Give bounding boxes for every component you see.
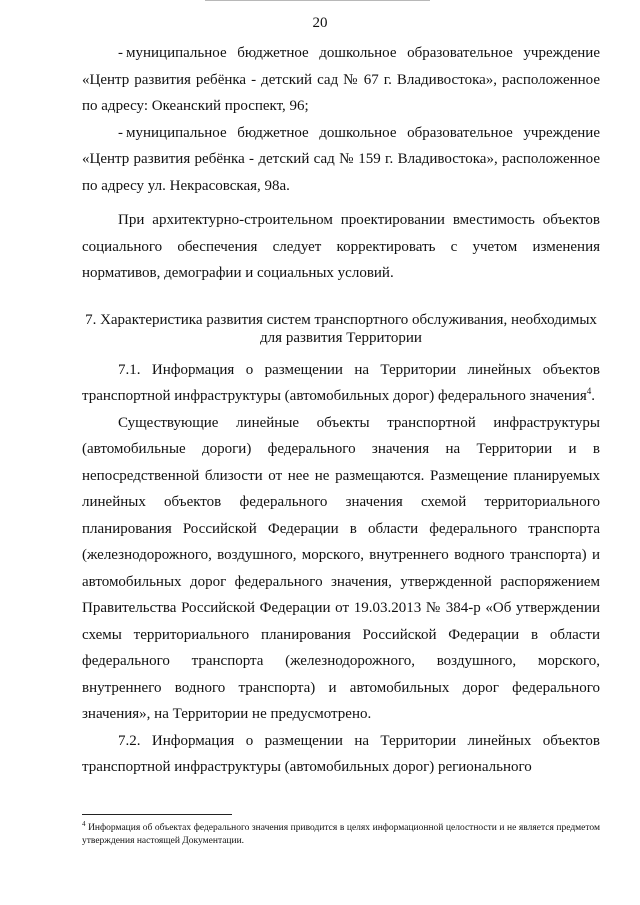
- paragraph-7-1-end: .: [591, 388, 596, 404]
- paragraph-7-2: 7.2. Информация о размещении на Территории линейных объектов транспортной инфраструктуры (автомобильных дорог) регионального: [82, 732, 600, 775]
- footnote-marker: 4: [82, 819, 86, 828]
- document-body: [82, 40, 600, 781]
- page-number: 20: [312, 15, 328, 31]
- section-heading-line: 7. Характеристика развития систем транспортного обслуживания, необходимых: [85, 311, 597, 328]
- spacer: [82, 199, 600, 207]
- paragraph-capacity: При архитектурно-строительном проектировании вместимость объектов социального обеспечения следует корректировать с учетом изменения нормативов, демографии и социальных условий.: [82, 212, 600, 281]
- list-item-text: муниципальное бюджетное дошкольное образовательное учреждение «Центр развития ребёнка - детский сад № 159 г. Владивостока», расположенное по адресу ул. Некрасовская, 98а.: [82, 124, 600, 194]
- list-dash: -: [118, 124, 123, 141]
- footnote: [82, 819, 600, 848]
- list-item: [82, 120, 600, 200]
- section-heading: [82, 311, 600, 347]
- list-item-text: муниципальное бюджетное дошкольное образовательное учреждение «Центр развития ребёнка - детский сад № 67 г. Владивостока», расположенное по адресу: Океанский проспект, 96;: [82, 45, 600, 114]
- list-dash: -: [118, 45, 123, 61]
- list-item: [82, 40, 600, 120]
- paragraph-7-1-text: 7.1. Информация о размещении на Территории линейных объектов транспортной инфраструктуры (автомобильных дорог) федерального значения: [82, 361, 600, 404]
- spacer: [82, 287, 600, 311]
- section-heading-line: для развития Территории: [260, 329, 422, 346]
- paragraph-existing-objects: Существующие линейные объекты транспортной инфраструктуры (автомобильные дороги) федерального значения на Территории и в непосредственной близости от нее не размещаются. Размещение планируемых линейных объектов федерального значения схемой территориального планирования Российской Федерации в области федерального транспорта (железнодорожного, воздушного, морского, внутреннего водного транспорта) и автомобильных дорог федерального значения, утвержденной распоряжением Правительства Российской Федерации от 19.03.2013 № 384-р «Об утверждении схемы территориального планирования Российской Федерации в области федерального транспорта (железнодорожного, воздушного, морского, внутреннего водного транспорта) и автомобильных дорог федерального значения», на Территории не предусмотрено.: [82, 414, 600, 722]
- footnote-text: Информация об объектах федерального значения приводится в целях информационной целостности и не является предметом утверждения настоящей Документации.: [82, 823, 600, 846]
- top-edge-rule: [205, 0, 430, 1]
- footnote-reference[interactable]: 4: [586, 386, 592, 396]
- paragraph-7-1: [82, 357, 600, 410]
- footnote-separator: [82, 814, 232, 815]
